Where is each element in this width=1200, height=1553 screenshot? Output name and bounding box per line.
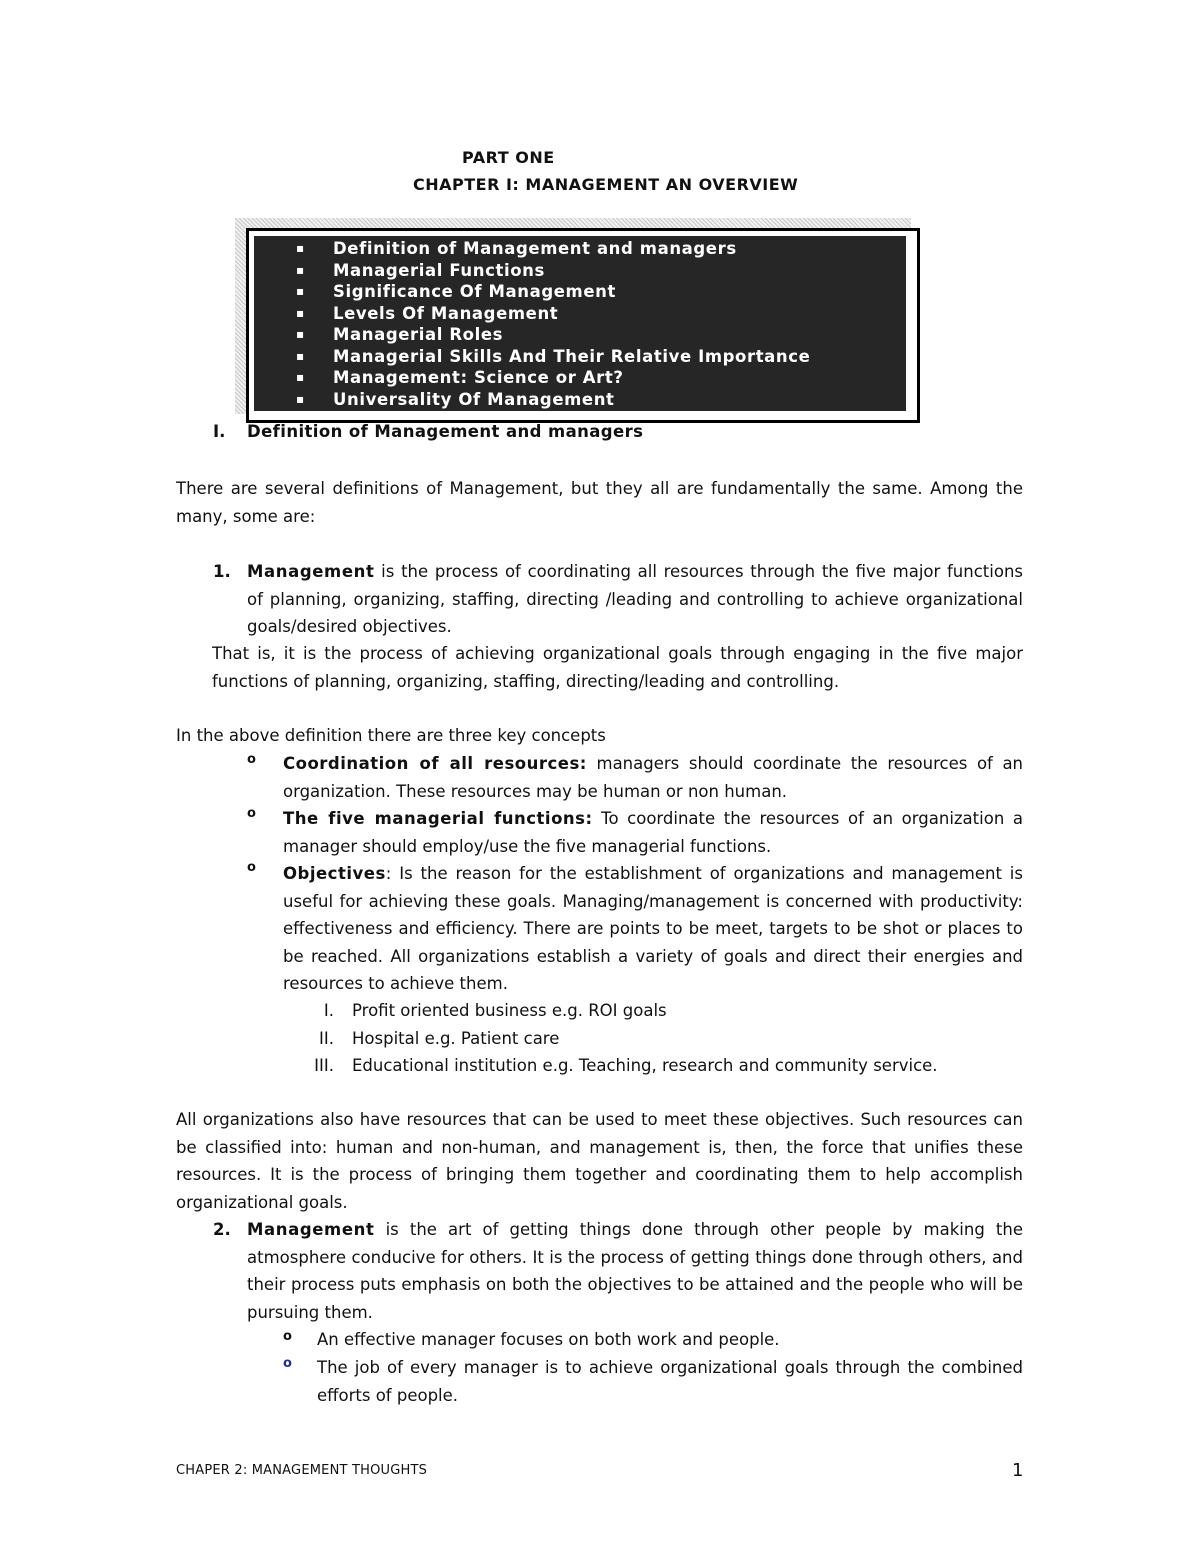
toc-item: ▪ Universality Of Management bbox=[296, 389, 615, 409]
that-is-paragraph: That is, it is the process of achieving organizational goals through engaging in the five major functions of planning, organizing, staffing, directing/leading and controlling. bbox=[212, 644, 1023, 691]
definition-text: is the process of coordinating all resources through the five major functions of planning, organizing, staffing, directing /leading and controlling to achieve organizational goals/desired objectives. bbox=[247, 562, 1023, 636]
goal-example: Hospital e.g. Patient care bbox=[352, 1029, 560, 1048]
toc-item: ▪ Managerial Roles bbox=[296, 325, 504, 344]
definition-text: is the art of getting things done through other people by making the atmosphere conducive for others. It is the process of getting things done through others, and their process puts emphasis on both the objectives to be attained and the people who will be pursuing them. bbox=[247, 1220, 1023, 1322]
bullet-icon: ▪ bbox=[296, 284, 305, 298]
definition-2-point: The job of every manager is to achieve organizational goals through the combined efforts of people. bbox=[317, 1358, 1023, 1405]
bullet-icon: ▪ bbox=[296, 327, 305, 341]
circle-bullet-icon: o bbox=[247, 806, 256, 821]
bullet-icon: ▪ bbox=[296, 391, 305, 406]
definition-2 bbox=[247, 1216, 1023, 1326]
bullet-icon: ▪ bbox=[296, 305, 305, 320]
toc-item: ▪ Management: Science or Art? bbox=[296, 368, 624, 387]
definition-term: Management bbox=[247, 1220, 375, 1239]
circle-bullet-icon: o bbox=[283, 1356, 292, 1371]
circle-bullet-icon: o bbox=[283, 1329, 292, 1344]
concept-item: The five managerial functions: To coordinate the resources of an organization a manager should employ/use the five managerial functions. bbox=[283, 809, 1023, 856]
bullet-icon: ▪ bbox=[296, 348, 305, 363]
goal-example: Profit oriented business e.g. ROI goals bbox=[352, 1001, 667, 1020]
definition-number: 2. bbox=[213, 1220, 231, 1239]
page-number: 1 bbox=[1012, 1460, 1024, 1481]
definition-number: 1. bbox=[213, 562, 231, 581]
toc-list bbox=[296, 238, 810, 410]
definition-2-point: An effective manager focuses on both work and people. bbox=[317, 1330, 780, 1349]
concept-item: Objectives: Is the reason for the establishment of organizations and management is useful for achieving these goals. Managing/management is concerned with productivity: effectiveness and efficiency. There are points to be meet, targets to be shot or places to be reached. All organizations establish a variety of goals and direct their energies and resources to achieve them. bbox=[283, 864, 1023, 993]
footer-running-title: CHAPER 2: MANAGEMENT THOUGHTS bbox=[176, 1463, 428, 1478]
toc-item: ▪ Definition of Management and managers bbox=[296, 239, 737, 258]
roman-numeral: I. bbox=[323, 1001, 334, 1020]
goal-example: Educational institution e.g. Teaching, research and community service. bbox=[352, 1056, 938, 1075]
resources-paragraph: All organizations also have resources that can be used to meet these objectives. Such resources can be classified into: human and non-human, and management is, then, the force that unifies these resources. It is the process of bringing them together and coordinating them to help accomplish organizational goals. bbox=[176, 1110, 1023, 1212]
section-number: I. bbox=[213, 422, 226, 441]
part-heading: PART ONE bbox=[462, 148, 555, 167]
definition-1 bbox=[247, 558, 1023, 641]
definition-term: Management bbox=[247, 562, 375, 581]
bullet-icon: ▪ bbox=[296, 370, 305, 384]
chapter-heading: CHAPTER I: MANAGEMENT AN OVERVIEW bbox=[413, 175, 799, 194]
toc-item: ▪ Managerial Functions bbox=[296, 260, 545, 280]
circle-bullet-icon: o bbox=[247, 752, 256, 767]
circle-bullet-icon: o bbox=[247, 860, 256, 875]
toc-item: ▪ Managerial Skills And Their Relative Importance bbox=[296, 346, 811, 366]
bullet-icon: ▪ bbox=[296, 262, 305, 277]
roman-numeral: III. bbox=[314, 1056, 334, 1075]
toc-item: ▪ Levels Of Management bbox=[296, 303, 559, 323]
key-concepts-intro: In the above definition there are three key concepts bbox=[176, 726, 606, 745]
bullet-icon: ▪ bbox=[296, 241, 305, 255]
concept-item: Coordination of all resources: managers should coordinate the resources of an organization. These resources may be human or non human. bbox=[283, 754, 1024, 801]
intro-paragraph: There are several definitions of Management, but they all are fundamentally the same. Among the many, some are: bbox=[176, 479, 1023, 526]
section-title: Definition of Management and managers bbox=[247, 422, 644, 441]
toc-item: ▪ Significance Of Management bbox=[296, 282, 616, 301]
roman-numeral: II. bbox=[319, 1029, 334, 1048]
